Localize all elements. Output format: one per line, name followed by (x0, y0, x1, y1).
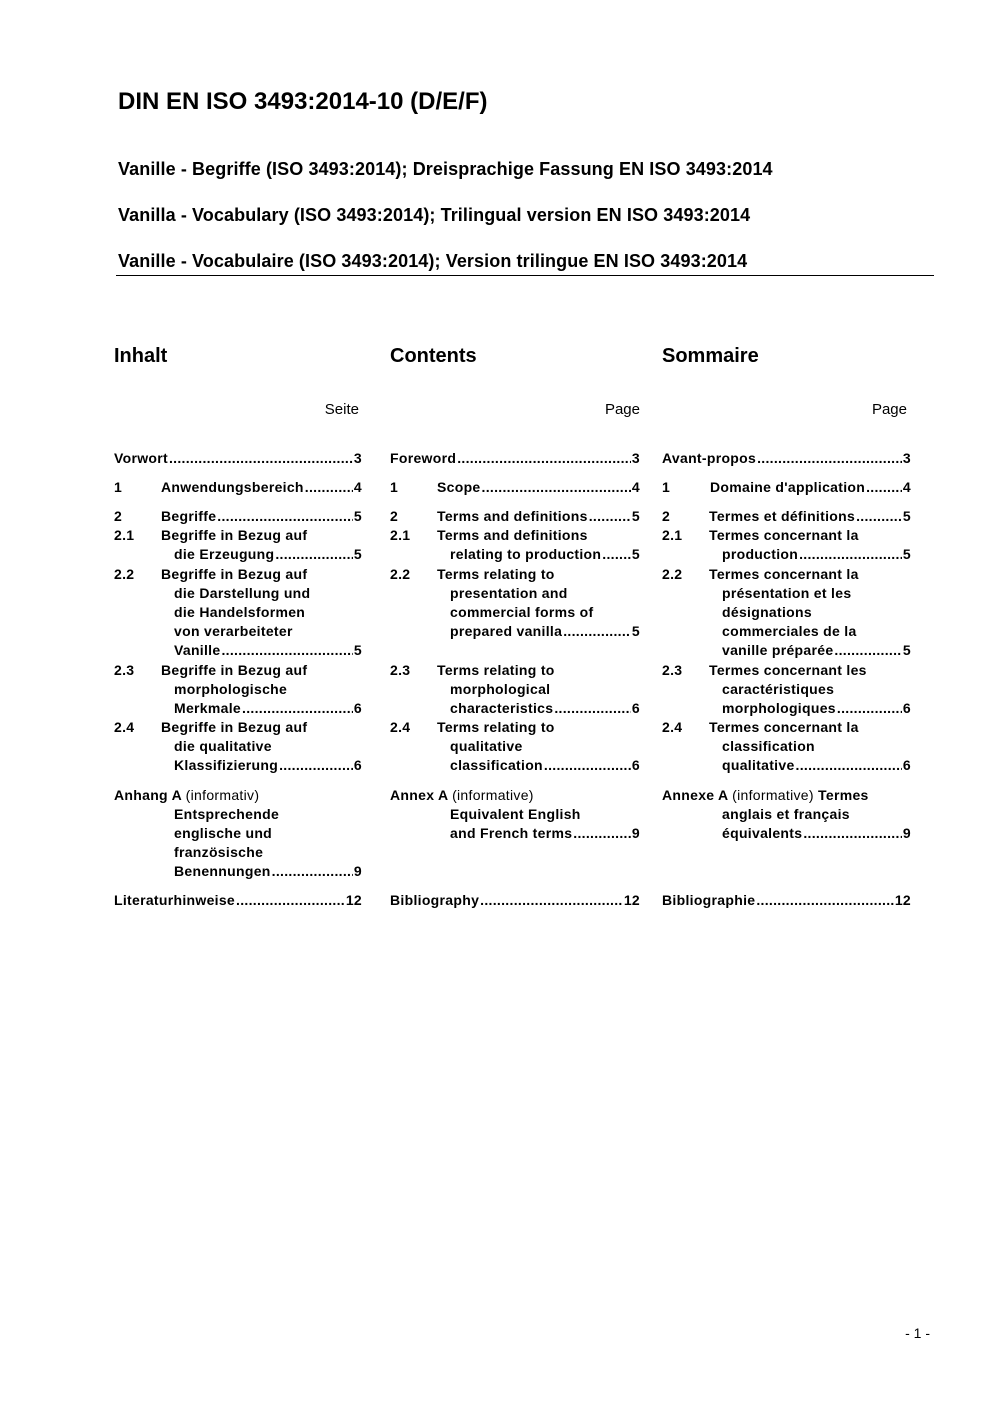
toc-entry-text: caractéristiques (722, 681, 835, 697)
toc-entry-page: 4 (902, 479, 911, 495)
section-number: 1 (390, 479, 399, 495)
toc-entry-section-2[interactable] (662, 507, 911, 526)
toc-entry-page: 5 (902, 508, 911, 524)
toc-entry-annex-a[interactable] (390, 786, 640, 843)
toc-entry-page: 4 (631, 479, 640, 495)
toc-entry-text-last: vanille préparée (722, 642, 834, 658)
toc-entry-page: 5 (902, 642, 911, 658)
toc-entry-section-2-1[interactable] (114, 526, 362, 564)
section-number: 2.2 (114, 566, 135, 582)
toc-entry-section-2-4[interactable] (390, 718, 640, 775)
toc-entry-text: Termes concernant la (709, 719, 859, 735)
toc-entry-foreword[interactable] (390, 449, 640, 468)
toc-entry-text: Termes concernant la (709, 566, 859, 582)
section-number: 2.2 (390, 566, 411, 582)
toc-entry-section-1[interactable] (662, 478, 911, 497)
toc-entry-text: Terms and definitions (437, 527, 588, 543)
subtitle-german: Vanille - Begriffe (ISO 3493:2014); Dreisprachige Fassung EN ISO 3493:2014 (118, 159, 773, 179)
toc-entry-text-last: équivalents (722, 825, 803, 841)
section-number: 2.3 (662, 662, 683, 678)
toc-entry-page: 5 (631, 508, 640, 524)
section-number: 2.4 (114, 719, 135, 735)
toc-entry-text-last: morphologiques (722, 700, 836, 716)
toc-entry-section-2-3[interactable] (114, 661, 362, 718)
toc-entry-page: 3 (902, 450, 911, 466)
toc-entry-page: 3 (353, 450, 362, 466)
annex-title-start: Termes (818, 787, 869, 803)
toc-entry-text: commerciales de la (722, 623, 857, 639)
toc-entry-text: qualitative (450, 738, 523, 754)
toc-entry-page: 6 (902, 700, 911, 716)
toc-entry-text: Begriffe in Bezug auf (161, 527, 308, 543)
toc-entry-text: französische (174, 844, 264, 860)
toc-entry-text-last: Vanille (174, 642, 221, 658)
annex-label: Annexe A (662, 787, 728, 803)
toc-entry-text: Bibliography (390, 892, 480, 908)
section-number: 2.1 (114, 527, 135, 543)
toc-entry-section-2-1[interactable] (390, 526, 640, 564)
toc-entry-page: 6 (631, 700, 640, 716)
annex-note: (informative) (452, 787, 534, 803)
toc-entry-page: 5 (902, 546, 911, 562)
toc-heading: Inhalt (114, 345, 168, 367)
section-number: 2.1 (390, 527, 411, 543)
toc-heading: Contents (390, 345, 477, 367)
toc-entry-text: Termes concernant les (709, 662, 867, 678)
toc-entry-text-last: and French terms (450, 825, 573, 841)
toc-entry-section-2[interactable] (114, 507, 362, 526)
toc-entry-text: Literaturhinweise (114, 892, 236, 908)
page-column-label: Seite (324, 401, 359, 418)
toc-entry-text: anglais et français (722, 806, 850, 822)
toc-entry-text: classification (722, 738, 815, 754)
toc-entry-section-2-4[interactable] (114, 718, 362, 775)
toc-entry-text: von verarbeiteter (174, 623, 293, 639)
section-number: 2.4 (390, 719, 411, 735)
toc-entry-text: Foreword (390, 450, 457, 466)
toc-entry-page: 6 (353, 757, 362, 773)
toc-entry-section-2-3[interactable] (390, 661, 640, 718)
toc-entry-bibliography[interactable] (390, 891, 640, 910)
toc-entry-annex-a[interactable] (114, 786, 362, 881)
section-number: 2 (114, 508, 123, 524)
toc-entry-text: présentation et les (722, 585, 852, 601)
toc-entry-bibliography[interactable] (662, 891, 911, 910)
toc-heading: Sommaire (662, 345, 759, 367)
toc-entry-section-2-2[interactable] (390, 565, 640, 641)
toc-entry-page: 5 (353, 642, 362, 658)
toc-entry-section-2[interactable] (390, 507, 640, 526)
toc-entry-text: Terms relating to (437, 566, 555, 582)
toc-entry-text-last: prepared vanilla (450, 623, 563, 639)
toc-entry-text: Anwendungsbereich (161, 479, 304, 495)
toc-entry-text-last: die Erzeugung (174, 546, 275, 562)
toc-entry-text-last: Merkmale (174, 700, 241, 716)
toc-entry-page: 12 (623, 892, 640, 908)
toc-entry-text: Begriffe in Bezug auf (161, 566, 308, 582)
toc-entry-page: 4 (353, 479, 362, 495)
toc-entry-text: die qualitative (174, 738, 272, 754)
toc-entry-text: englische und (174, 825, 273, 841)
toc-entry-bibliography[interactable] (114, 891, 362, 910)
page-number: - 1 - (905, 1325, 930, 1341)
section-number: 1 (114, 479, 123, 495)
toc-entry-text: Domaine d'application (710, 479, 866, 495)
toc-entry-page: 5 (353, 508, 362, 524)
subtitle-french: Vanille - Vocabulaire (ISO 3493:2014); Version trilingue EN ISO 3493:2014 (118, 251, 748, 271)
toc-entry-text: Begriffe (161, 508, 217, 524)
toc-entry-page: 6 (902, 757, 911, 773)
toc-entry-text: morphological (450, 681, 551, 697)
toc-entry-text: Avant-propos (662, 450, 757, 466)
toc-entry-page: 12 (894, 892, 911, 908)
header-rule (116, 275, 934, 276)
toc-entry-section-1[interactable] (114, 478, 362, 497)
toc-entry-page: 9 (353, 863, 362, 879)
toc-entry-foreword[interactable] (662, 449, 911, 468)
toc-entry-page: 3 (631, 450, 640, 466)
toc-entry-text-last: relating to production (450, 546, 602, 562)
annex-note: (informative) (732, 787, 814, 803)
toc-entry-text: Begriffe in Bezug auf (161, 662, 308, 678)
toc-entry-section-2-2[interactable] (114, 565, 362, 660)
toc-entry-page: 5 (353, 546, 362, 562)
toc-entry-text-last: Benennungen (174, 863, 271, 879)
toc-entry-page: 6 (353, 700, 362, 716)
toc-entry-page: 5 (631, 623, 640, 639)
toc-entry-text: désignations (722, 604, 812, 620)
toc-entry-section-2-1[interactable] (662, 526, 911, 564)
toc-entry-text-last: classification (450, 757, 543, 773)
toc-entry-text: Terms relating to (437, 719, 555, 735)
toc-entry-text: Terms relating to (437, 662, 555, 678)
toc-entry-text: Vorwort (114, 450, 168, 466)
section-number: 1 (662, 479, 671, 495)
toc-entry-text: commercial forms of (450, 604, 594, 620)
toc-entry-page: 12 (345, 892, 362, 908)
toc-entry-section-2-2[interactable] (662, 565, 911, 660)
section-number: 2.2 (662, 566, 683, 582)
page-column-label: Page (604, 401, 640, 418)
annex-label: Annex A (390, 787, 448, 803)
toc-entry-text: morphologische (174, 681, 288, 697)
section-number: 2 (390, 508, 399, 524)
toc-entry-text: Scope (437, 479, 481, 495)
document-title: DIN EN ISO 3493:2014-10 (D/E/F) (118, 88, 488, 115)
section-number: 2.3 (390, 662, 411, 678)
toc-entry-section-1[interactable] (390, 478, 640, 497)
toc-entry-text: Termes et définitions (709, 508, 856, 524)
toc-entry-page: 9 (902, 825, 911, 841)
annex-label: Anhang A (114, 787, 182, 803)
section-number: 2.4 (662, 719, 683, 735)
toc-entry-section-2-3[interactable] (662, 661, 911, 718)
toc-entry-text-last: characteristics (450, 700, 554, 716)
toc-entry-text: Termes concernant la (709, 527, 859, 543)
toc-entry-foreword[interactable] (114, 449, 362, 468)
toc-entry-text: Bibliographie (662, 892, 756, 908)
toc-entry-text: Equivalent English (450, 806, 581, 822)
toc-entry-section-2-4[interactable] (662, 718, 911, 775)
page-column-label: Page (871, 401, 907, 418)
section-number: 2.1 (662, 527, 683, 543)
section-number: 2 (662, 508, 671, 524)
toc-entry-text-last: qualitative (722, 757, 795, 773)
toc-entry-page: 5 (631, 546, 640, 562)
toc-entry-page: 6 (631, 757, 640, 773)
toc-entry-text: Entsprechende (174, 806, 280, 822)
toc-entry-text: die Handelsformen (174, 604, 306, 620)
toc-entry-text: Begriffe in Bezug auf (161, 719, 308, 735)
toc-entry-text: presentation and (450, 585, 568, 601)
toc-entry-annex-a[interactable] (662, 786, 911, 843)
section-number: 2.3 (114, 662, 135, 678)
toc-entry-text: die Darstellung und (174, 585, 311, 601)
toc-entry-text-last: production (722, 546, 799, 562)
annex-note: (informativ) (185, 787, 260, 803)
subtitle-english: Vanilla - Vocabulary (ISO 3493:2014); Trilingual version EN ISO 3493:2014 (118, 205, 751, 225)
toc-entry-page: 9 (631, 825, 640, 841)
toc-entry-text-last: Klassifizierung (174, 757, 279, 773)
toc-entry-text: Terms and definitions (437, 508, 588, 524)
